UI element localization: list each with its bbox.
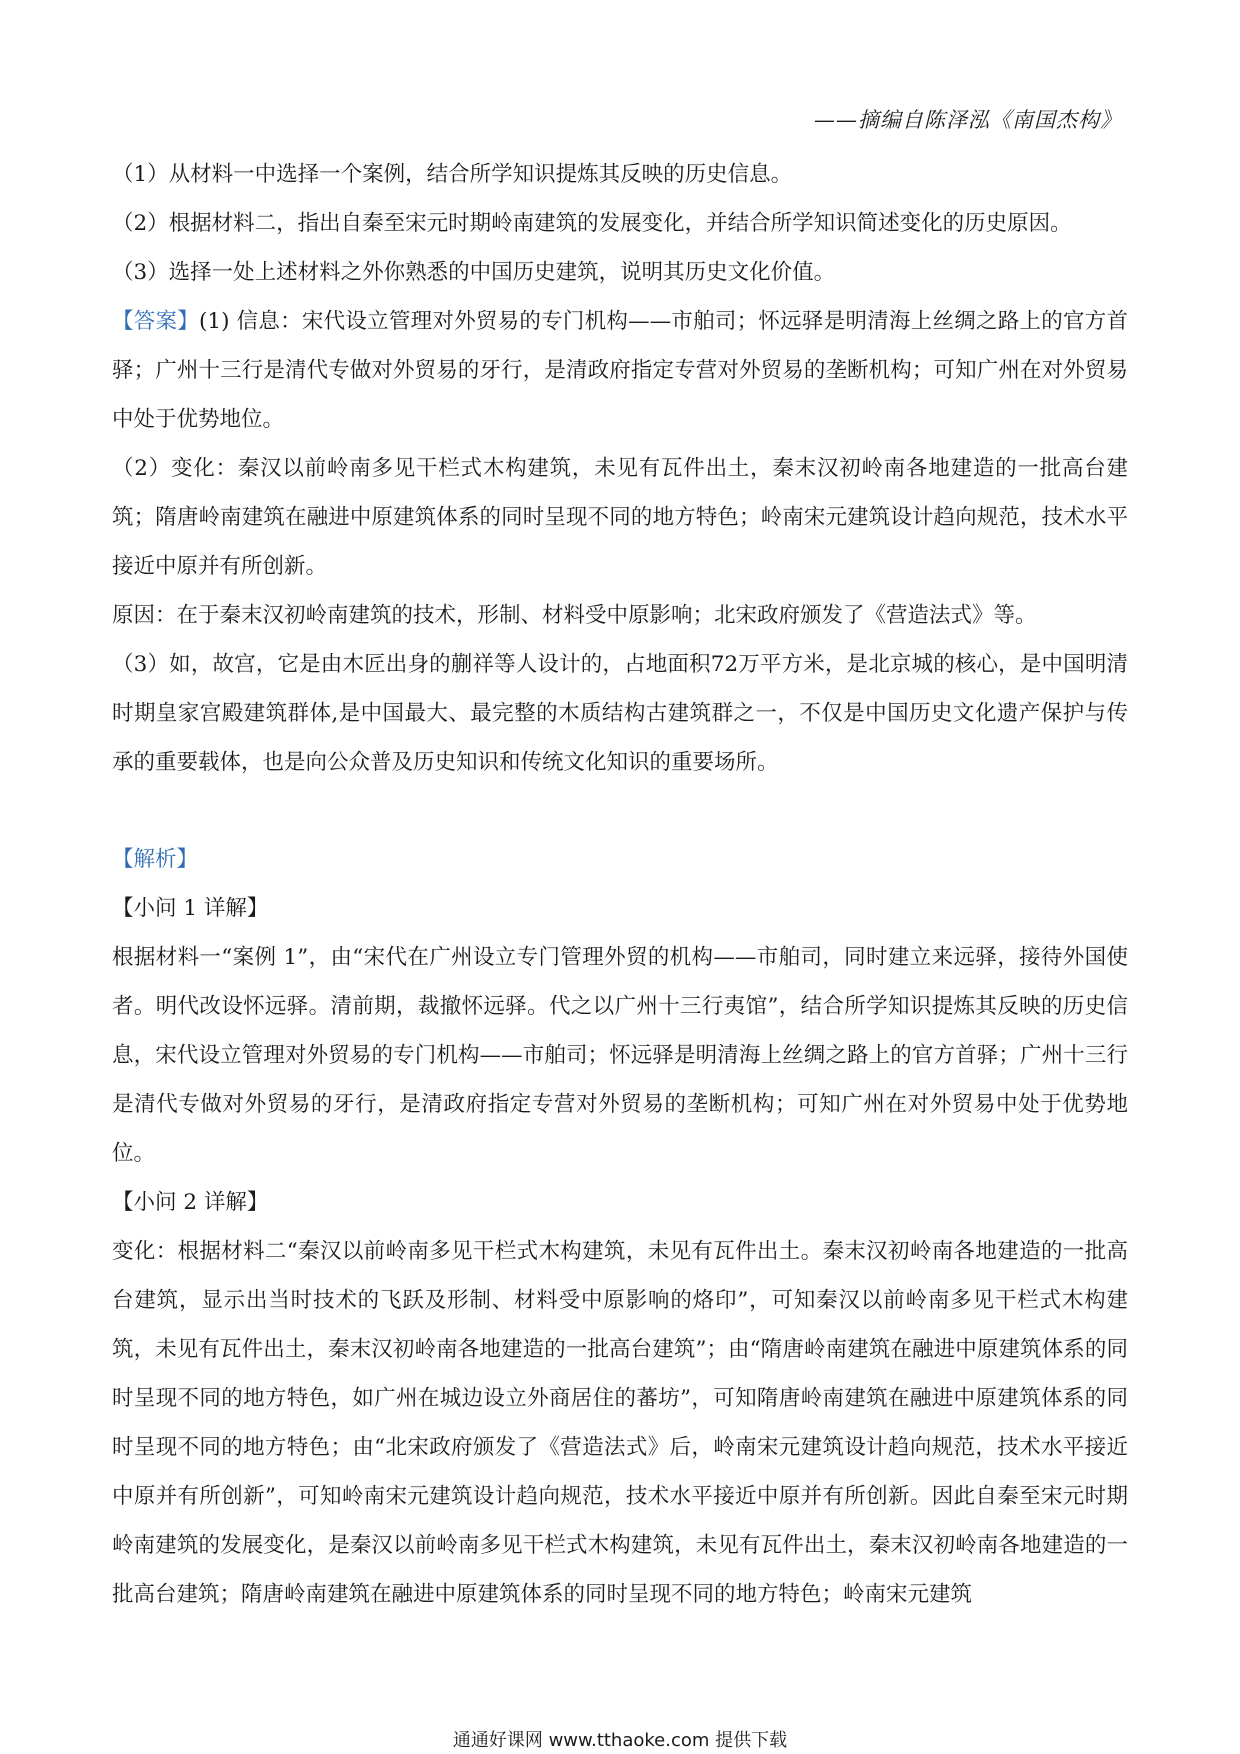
answer-tag: 【答案】 [112, 309, 200, 334]
subquestion-1-title: 【小问 1 详解】 [112, 896, 269, 921]
subquestion-1-text: 根据材料一“案例 1”，由“宋代在广州设立专门管理外贸的机构——市舶司，同时建立来远驿，接待外国使者。明代改设怀远驿。清前期，裁撤怀远驿。代之以广州十三行夷馆”，结合所学知识提炼其反映的历史信息，宋代设立管理对外贸易的专门机构——市舶司；怀远驿是明清海上丝绸之路上的官方首驿；广州十三行是清代专做对外贸易的牙行，是清政府指定专营对外贸易的垄断机构；可知广州在对外贸易中处于优势地位。 [112, 945, 1128, 1166]
answer-paragraph-3: 原因：在于秦末汉初岭南建筑的技术，形制、材料受中原影响；北宋政府颁发了《营造法式》等。 [112, 603, 1037, 628]
section-spacer [112, 787, 1128, 835]
question-1: （1）从材料一中选择一个案例，结合所学知识提炼其反映的历史信息。 [112, 162, 793, 187]
document-body [112, 150, 1128, 1619]
answer-text-1: (1) 信息：宋代设立管理对外贸易的专门机构——市舶司；怀远驿是明清海上丝绸之路上的官方首驿；广州十三行是清代专做对外贸易的牙行，是清政府指定专营对外贸易的垄断机构；可知广州在对外贸易中处于优势地位。 [112, 309, 1128, 432]
analysis-tag: 【解析】 [112, 847, 199, 872]
question-2: （2）根据材料二，指出自秦至宋元时期岭南建筑的发展变化，并结合所学知识简述变化的历史原因。 [112, 211, 1072, 236]
question-3: （3）选择一处上述材料之外你熟悉的中国历史建筑，说明其历史文化价值。 [112, 260, 836, 285]
source-citation: ——摘编自陈泽泓《南国杰构》 [814, 108, 1122, 132]
answer-paragraph-2: （2）变化：秦汉以前岭南多见干栏式木构建筑，未见有瓦件出土，秦末汉初岭南各地建造的一批高台建筑；隋唐岭南建筑在融进中原建筑体系的同时呈现不同的地方特色；岭南宋元建筑设计趋向规范，技术水平接近中原并有所创新。 [112, 456, 1128, 579]
subquestion-2-text: 变化：根据材料二“秦汉以前岭南多见干栏式木构建筑，未见有瓦件出土。秦末汉初岭南各地建造的一批高台建筑，显示出当时技术的飞跃及形制、材料受中原影响的烙印”，可知秦汉以前岭南多见干栏式木构建筑，未见有瓦件出土，秦末汉初岭南各地建造的一批高台建筑”；由“隋唐岭南建筑在融进中原建筑体系的同时呈现不同的地方特色，如广州在城边设立外商居住的蕃坊”，可知隋唐岭南建筑在融进中原建筑体系的同时呈现不同的地方特色；由“北宋政府颁发了《营造法式》后，岭南宋元建筑设计趋向规范，技术水平接近中原并有所创新”，可知岭南宋元建筑设计趋向规范，技术水平接近中原并有所创新。因此自秦至宋元时期岭南建筑的发展变化，是秦汉以前岭南多见干栏式木构建筑，未见有瓦件出土，秦末汉初岭南各地建造的一批高台建筑；隋唐岭南建筑在融进中原建筑体系的同时呈现不同的地方特色；岭南宋元建筑 [112, 1239, 1128, 1607]
subquestion-2-title: 【小问 2 详解】 [112, 1190, 269, 1215]
answer-paragraph-1 [112, 297, 1128, 444]
page-footer: 通通好课网 www.tthaoke.com 提供下载 [452, 1730, 788, 1751]
answer-paragraph-4: （3）如，故宫，它是由木匠出身的蒯祥等人设计的，占地面积72万平方米，是北京城的核心，是中国明清时期皇家宫殿建筑群体,是中国最大、最完整的木质结构古建筑群之一，不仅是中国历史文化遗产保护与传承的重要载体，也是向公众普及历史知识和传统文化知识的重要场所。 [112, 652, 1128, 775]
